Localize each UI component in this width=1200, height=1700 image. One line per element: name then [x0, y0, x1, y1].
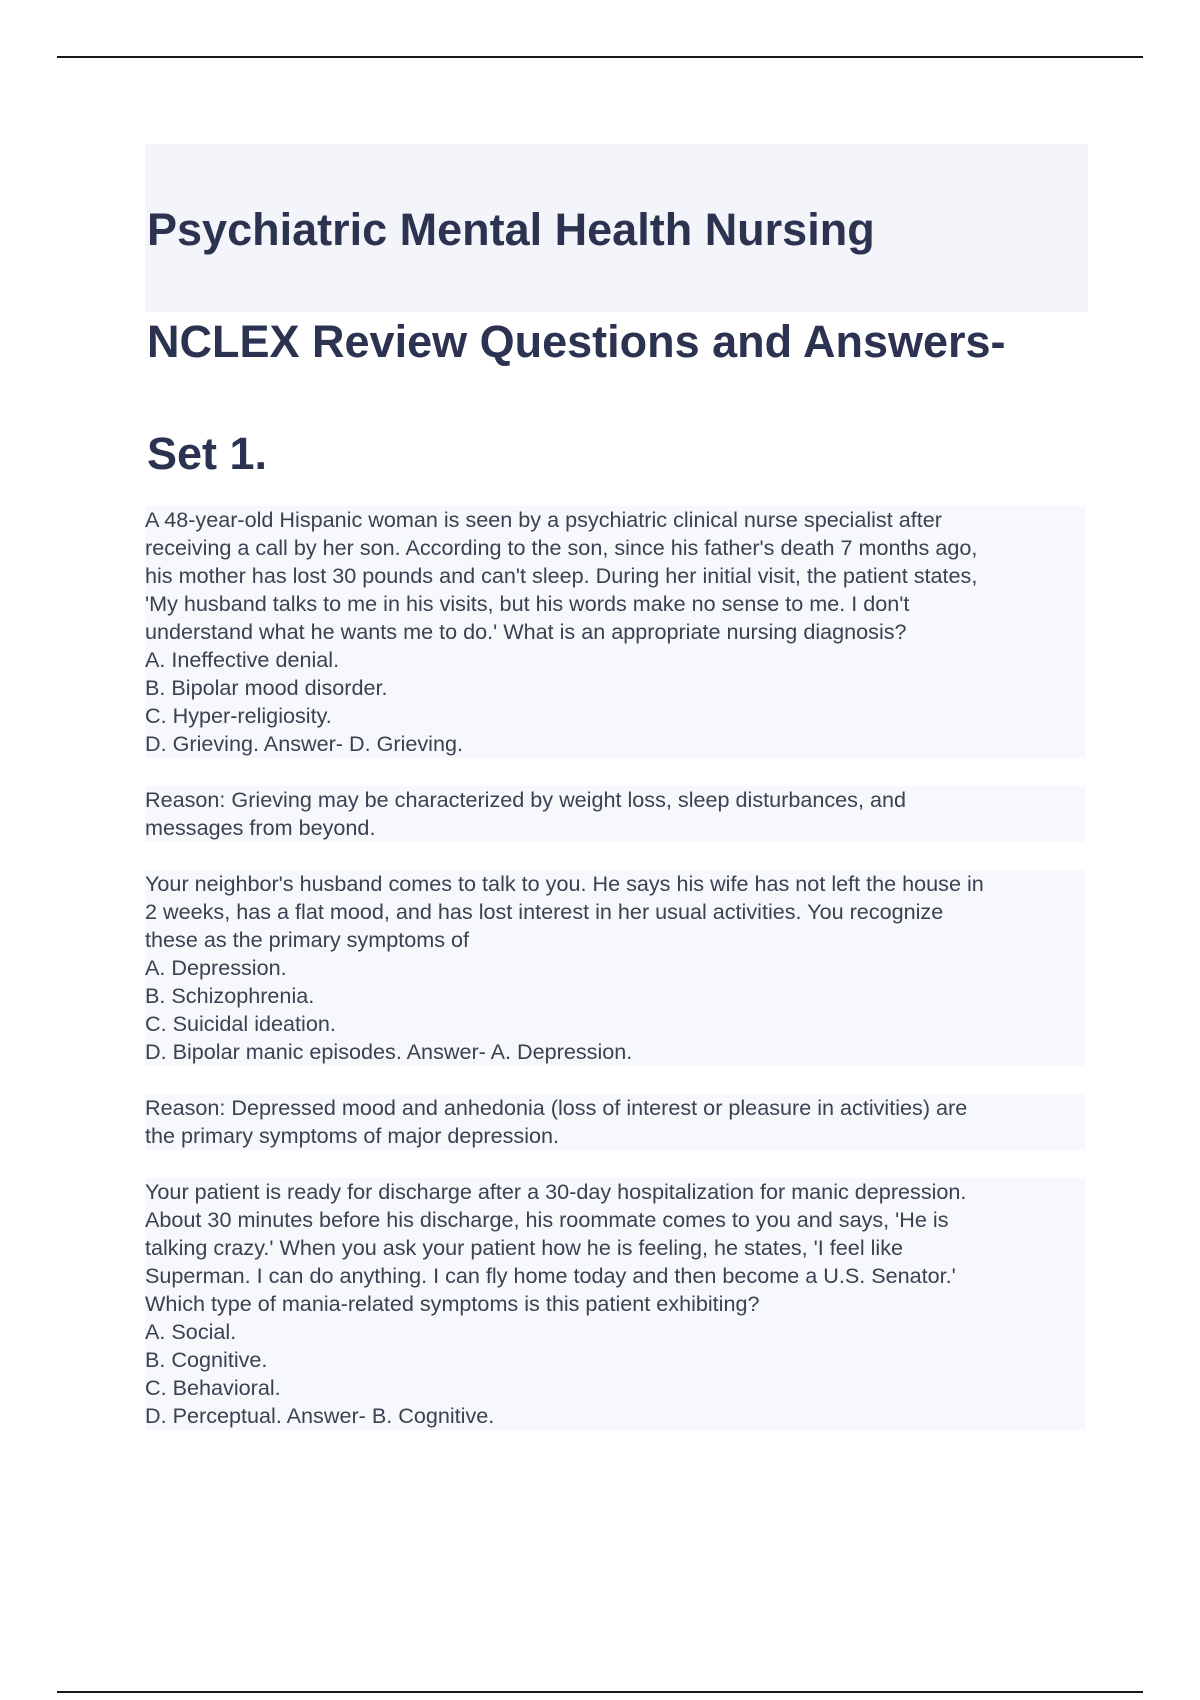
answer-option: B. Bipolar mood disorder.: [145, 675, 388, 700]
answer-option: B. Cognitive.: [145, 1347, 268, 1372]
question-stem-line: these as the primary symptoms of: [145, 927, 470, 952]
reason-line: the primary symptoms of major depression.: [145, 1123, 560, 1148]
question-block: [145, 1178, 1085, 1430]
answer-option: A. Depression.: [145, 955, 287, 980]
answer-option: D. Bipolar manic episodes. Answer- A. Depression.: [145, 1039, 633, 1064]
question-stem-line: Which type of mania-related symptoms is this patient exhibiting?: [145, 1291, 760, 1316]
document-title: [145, 144, 1088, 538]
document-body: [145, 506, 1085, 1458]
question-stem-line: Your patient is ready for discharge after a 30-day hospitalization for manic depression.: [145, 1179, 967, 1204]
answer-option: D. Perceptual. Answer- B. Cognitive.: [145, 1403, 495, 1428]
question-stem-line: 'My husband talks to me in his visits, but his words make no sense to me. I don't: [145, 591, 910, 616]
question-stem-line: Your neighbor's husband comes to talk to you. He says his wife has not left the house in: [145, 871, 984, 896]
answer-option: C. Behavioral.: [145, 1375, 281, 1400]
answer-option: D. Grieving. Answer- D. Grieving.: [145, 731, 464, 756]
question-stem-line: understand what he wants me to do.' What is an appropriate nursing diagnosis?: [145, 619, 907, 644]
reason-block: [145, 1094, 1085, 1150]
question-block: [145, 506, 1085, 758]
reason-block: [145, 786, 1085, 842]
answer-option: C. Suicidal ideation.: [145, 1011, 336, 1036]
top-rule: [57, 56, 1143, 58]
reason-line: messages from beyond.: [145, 815, 376, 840]
question-stem-line: About 30 minutes before his discharge, his roommate comes to you and says, 'He is: [145, 1207, 949, 1232]
answer-option: A. Social.: [145, 1319, 237, 1344]
question-stem-line: Superman. I can do anything. I can fly home today and then become a U.S. Senator.': [145, 1263, 956, 1288]
title-line: Psychiatric Mental Health Nursing: [147, 204, 875, 255]
question-stem-line: 2 weeks, has a flat mood, and has lost interest in her usual activities. You recognize: [145, 899, 944, 924]
reason-line: Reason: Grieving may be characterized by weight loss, sleep disturbances, and: [145, 787, 906, 812]
title-block: [145, 144, 1088, 479]
question-block: [145, 870, 1085, 1066]
answer-option: C. Hyper-religiosity.: [145, 703, 332, 728]
question-stem-line: talking crazy.' When you ask your patient how he is feeling, he states, 'I feel like: [145, 1235, 904, 1260]
bottom-rule: [57, 1691, 1143, 1693]
question-stem-line: A 48-year-old Hispanic woman is seen by a psychiatric clinical nurse specialist after: [145, 507, 942, 532]
answer-option: A. Ineffective denial.: [145, 647, 340, 672]
title-line: Set 1.: [147, 428, 268, 479]
question-stem-line: receiving a call by her son. According to the son, since his father's death 7 months ago,: [145, 535, 978, 560]
answer-option: B. Schizophrenia.: [145, 983, 315, 1008]
reason-line: Reason: Depressed mood and anhedonia (loss of interest or pleasure in activities) are: [145, 1095, 968, 1120]
title-line: NCLEX Review Questions and Answers-: [147, 316, 1006, 367]
question-stem-line: his mother has lost 30 pounds and can't sleep. During her initial visit, the patient states,: [145, 563, 978, 588]
